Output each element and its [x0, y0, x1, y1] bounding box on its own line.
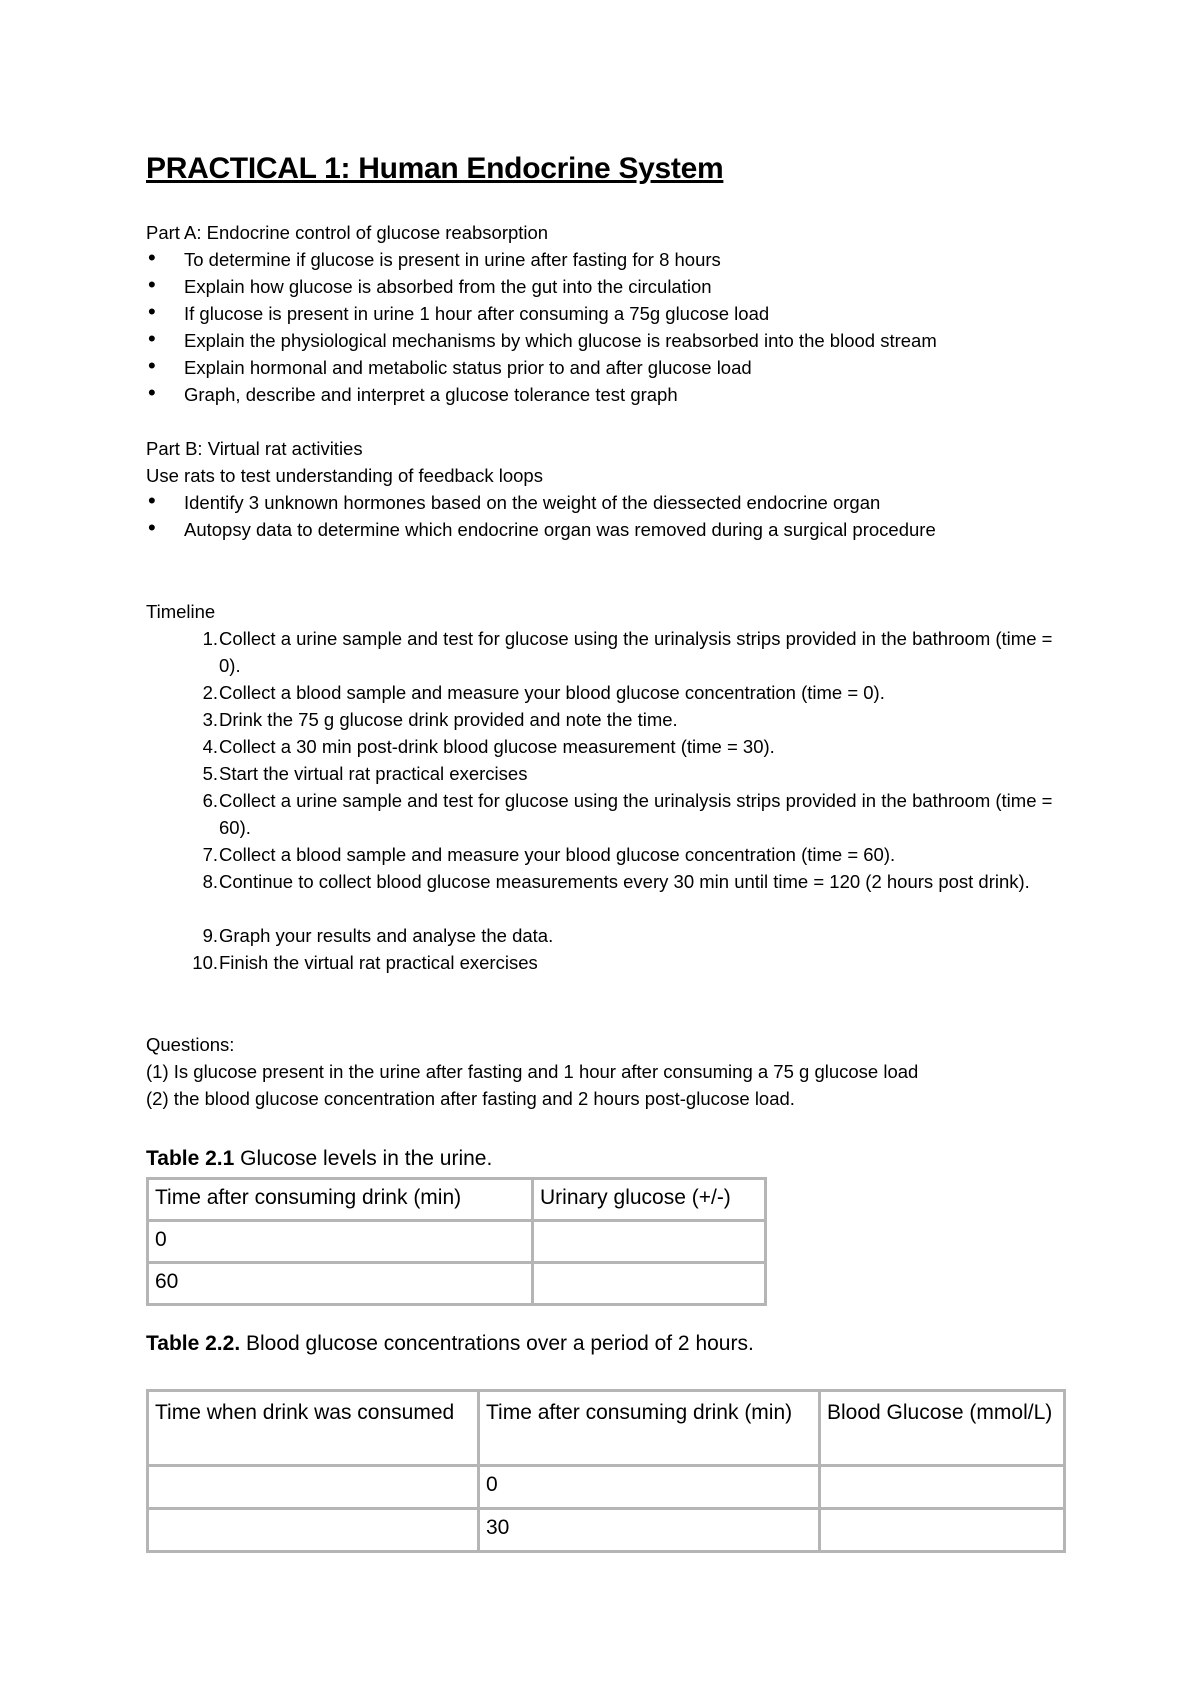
table-header-row [148, 1179, 766, 1221]
timeline-step-number: 3. [202, 709, 218, 730]
timeline-step-number: 5. [202, 763, 218, 784]
part-b-bullet: • Autopsy data to determine which endocrine organ was removed during a surgical procedure [184, 516, 936, 543]
part-b-subheading: Use rats to test understanding of feedback loops [146, 465, 543, 486]
table-2-caption-text: Blood glucose concentrations over a period of 2 hours. [240, 1332, 754, 1355]
timeline-step-text: Collect a urine sample and test for glucose using the urinalysis strips provided in the bathroom (time = 0). [219, 628, 1053, 676]
timeline-step-text: Collect a 30 min post-drink blood glucose measurement (time = 30). [219, 736, 775, 757]
timeline-step-number: 6. [202, 790, 218, 811]
part-b-bullet: • Identify 3 unknown hormones based on the weight of the diessected endocrine organ [184, 489, 880, 516]
table-cell [820, 1509, 1065, 1552]
table-cell [148, 1466, 479, 1509]
table-1-caption-text: Glucose levels in the urine. [234, 1147, 493, 1170]
blood-glucose-table [146, 1389, 1066, 1553]
table-header-cell: Time after consuming drink (min) [148, 1179, 533, 1221]
urine-glucose-table [146, 1177, 767, 1306]
table-header-cell: Blood Glucose (mmol/L) [820, 1391, 1065, 1466]
table-1-caption [146, 1147, 492, 1171]
part-b-heading: Part B: Virtual rat activities [146, 438, 363, 459]
question-item: (2) the blood glucose concentration after fasting and 2 hours post-glucose load. [146, 1088, 795, 1109]
timeline-step-text: Collect a blood sample and measure your blood glucose concentration (time = 0). [219, 682, 885, 703]
table-cell [533, 1221, 766, 1263]
question-item: (1) Is glucose present in the urine after fasting and 1 hour after consuming a 75 g glucose load [146, 1061, 919, 1082]
table-cell: 0 [479, 1466, 820, 1509]
timeline-step-number: 4. [202, 736, 218, 757]
timeline-step-number: 10. [192, 952, 218, 973]
part-a-bullet: • Explain the physiological mechanisms by which glucose is reabsorbed into the blood stream [184, 327, 937, 354]
timeline-step-number: 9. [202, 925, 218, 946]
part-a-bullet: • If glucose is present in urine 1 hour after consuming a 75g glucose load [184, 300, 769, 327]
table-2-caption [146, 1332, 754, 1356]
questions-heading: Questions: [146, 1034, 235, 1055]
part-a-heading [146, 219, 548, 246]
timeline-step-text: Collect a urine sample and test for glucose using the urinalysis strips provided in the bathroom (time = 60). [219, 790, 1053, 838]
table-cell: 30 [479, 1509, 820, 1552]
part-a-bullet: • To determine if glucose is present in urine after fasting for 8 hours [184, 246, 721, 273]
table-2-caption-label: Table 2.2. [146, 1332, 241, 1355]
table-header-cell: Time after consuming drink (min) [479, 1391, 820, 1466]
table-header-cell: Urinary glucose (+/-) [533, 1179, 766, 1221]
timeline-step-text: Continue to collect blood glucose measurements every 30 min until time = 120 (2 hours post drink). [219, 871, 1030, 892]
timeline-step-text: Start the virtual rat practical exercises [219, 763, 528, 784]
part-a-bullet: • Graph, describe and interpret a glucose tolerance test graph [184, 381, 678, 408]
part-a-bullet: • Explain hormonal and metabolic status prior to and after glucose load [184, 354, 752, 381]
timeline-step-text: Drink the 75 g glucose drink provided and note the time. [219, 709, 678, 730]
table-cell [148, 1509, 479, 1552]
timeline-step-number: 7. [202, 844, 218, 865]
timeline-step-text: Finish the virtual rat practical exercises [219, 952, 538, 973]
table-cell [533, 1263, 766, 1305]
table-1-caption-label: Table 2.1 [146, 1147, 235, 1170]
part-a-bullet: • Explain how glucose is absorbed from the gut into the circulation [184, 273, 712, 300]
table-cell: 0 [148, 1221, 533, 1263]
table-row [148, 1466, 1065, 1509]
timeline-step-text: Collect a blood sample and measure your blood glucose concentration (time = 60). [219, 844, 896, 865]
page-title: PRACTICAL 1: Human Endocrine System [146, 152, 724, 185]
table-cell: 60 [148, 1263, 533, 1305]
timeline-step-text: Graph your results and analyse the data. [219, 925, 554, 946]
table-header-row [148, 1391, 1065, 1466]
timeline-heading: Timeline [146, 601, 216, 622]
table-cell [820, 1466, 1065, 1509]
table-row [148, 1263, 766, 1305]
timeline-step-number: 2. [202, 682, 218, 703]
part-a-label: Part A: [146, 222, 202, 243]
table-row [148, 1221, 766, 1263]
timeline-step-number: 1. [202, 628, 218, 649]
part-a-heading-text: Endocrine control of glucose reabsorption [201, 222, 549, 243]
table-header-cell: Time when drink was consumed [148, 1391, 479, 1466]
table-row [148, 1509, 1065, 1552]
timeline-step-number: 8. [202, 871, 218, 892]
